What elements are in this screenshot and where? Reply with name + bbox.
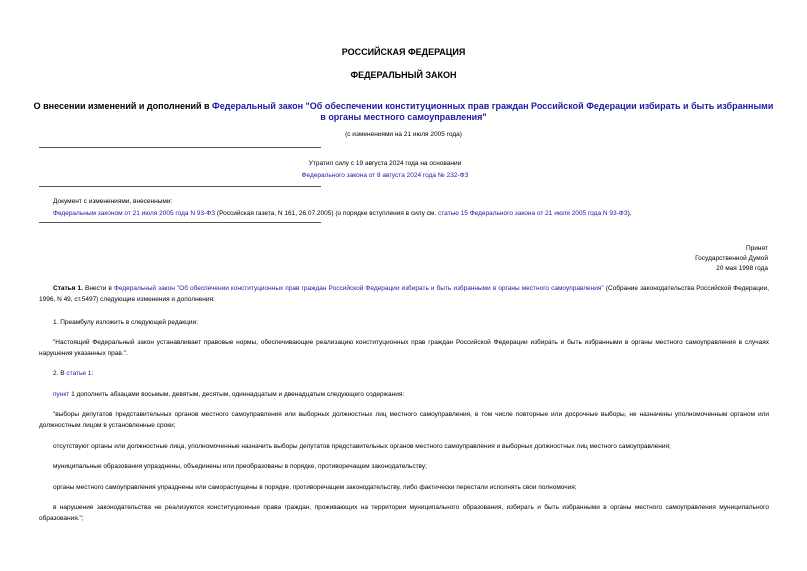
amending-law-link[interactable]: Федеральным законом от 21 июля 2005 года N 93-ФЗ bbox=[53, 210, 216, 217]
accepted-block bbox=[695, 244, 768, 274]
accepted-line2: Государственной Думой bbox=[695, 255, 768, 262]
divider bbox=[39, 222, 321, 223]
changes-note: (с изменениями на 21 июля 2005 года) bbox=[345, 131, 462, 138]
article-15-link[interactable]: статью 15 Федерального закона от 21 июля 2005 года N 93-ФЗ bbox=[437, 210, 628, 217]
point-link[interactable]: пункт bbox=[53, 391, 70, 398]
paragraph-4: пункт 1 дополнить абзацами восьмым, девятым, десятым, одиннадцатым и двенадцатым следующего содержания: bbox=[53, 391, 405, 398]
accepted-line1: Принят bbox=[745, 245, 768, 252]
title-law-link[interactable]: Федеральный закон "Об обеспечении конституционных прав граждан Российской Федерации избирать и быть избранными в органы местного самоуправления" bbox=[212, 101, 774, 122]
article-1-label: Статья 1. bbox=[53, 285, 83, 292]
divider bbox=[39, 186, 321, 187]
lost-force-law-link[interactable]: Федерального закона от 8 августа 2024 года № 232-ФЗ bbox=[301, 172, 469, 179]
doc-changes bbox=[53, 196, 773, 220]
doc-changes-end: ). bbox=[627, 210, 632, 217]
paragraph-1: 1. Преамбулу изложить в следующей редакции: bbox=[53, 319, 198, 326]
divider bbox=[39, 147, 321, 148]
title-prefix: О внесении изменений и дополнений в bbox=[33, 101, 213, 111]
paragraph-8: органы местного самоуправления упразднены или самораспущены в порядке, противоречащем законодательству, либо фактически перестали исполнять свои полномочия; bbox=[53, 484, 577, 491]
doc-type-heading: ФЕДЕРАЛЬНЫЙ ЗАКОН bbox=[350, 70, 457, 80]
document-title bbox=[30, 101, 777, 123]
lost-force-text: Утратил силу с 19 августа 2024 года на основании bbox=[308, 160, 462, 167]
article-1-paragraph: Статья 1. Внести в Федеральный закон "Об обеспечении конституционных прав граждан Российской Федерации избирать и быть избранными в органы местного самоуправления" (Собрание законодательства Российской Федерации, 1996, N 49, ст.5497) следующие изменения и дополнения: bbox=[39, 285, 769, 303]
paragraph-5: "выборы депутатов представительных органов местного самоуправления или выборных должностных лиц местного самоуправления, в том числе повторные или досрочные выборы, не назначены уполномоченным органом или должностным лицом в установленные сроки; bbox=[39, 411, 769, 429]
paragraph-6: отсутствуют органы или должностные лица, уполномоченные назначить выборы депутатов представительных органов местного самоуправления и выборных должностных лиц местного самоуправления; bbox=[53, 443, 671, 450]
accepted-line3: 20 мая 1998 года bbox=[716, 265, 768, 272]
paragraph-9: в нарушение законодательства не реализуются конституционные права граждан, проживающих на территории муниципального образования, избирать и быть избранными в органы местного самоуправления муниципального образования."; bbox=[39, 504, 769, 522]
paragraph-3: 2. В статье 1: bbox=[53, 370, 94, 377]
country-heading: РОССИЙСКАЯ ФЕДЕРАЦИЯ bbox=[341, 47, 466, 57]
article-1-ref-link[interactable]: статье 1 bbox=[66, 370, 92, 377]
doc-changes-mid: (Российская газета, N 161, 26.07.2005) (о порядке вступления в силу см. bbox=[215, 210, 438, 217]
article-1-law-link[interactable]: Федеральный закон "Об обеспечении конституционных прав граждан Российской Федерации избирать и быть избранными в органы местного самоуправления" bbox=[113, 285, 604, 292]
paragraph-7: муниципальные образования упразднены, объединены или преобразованы в порядке, противоречащем законодательству; bbox=[53, 463, 427, 470]
lost-force-note bbox=[220, 158, 550, 182]
doc-changes-label: Документ с изменениями, внесенными: bbox=[53, 198, 173, 205]
paragraph-2: "Настоящий Федеральный закон устанавливает правовые нормы, обеспечивающие реализацию конституционных прав граждан Российской Федерации избирать и быть избранными в органы местного самоуправления в случаях нарушения указанных прав.". bbox=[39, 339, 769, 357]
